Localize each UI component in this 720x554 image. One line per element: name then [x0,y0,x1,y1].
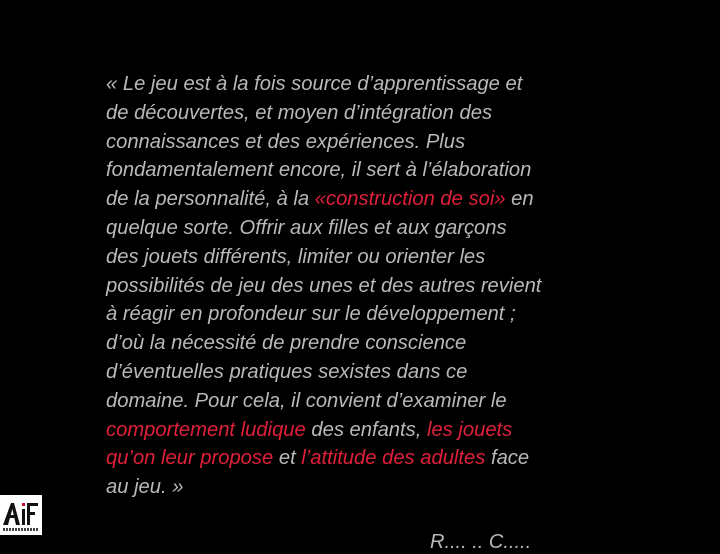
quote-line [106,329,706,358]
quote-segment: fondamentalement encore, il sert à l’élaboration [106,159,532,182]
highlighted-text: les jouets [426,418,513,441]
quote-segment: des jouets différents, limiter ou orienter les [106,245,486,268]
quote-line [106,473,706,502]
quote-line [106,300,706,329]
quote-line [106,243,706,272]
quote-segment: possibilités de jeu des unes et des autres revient [106,274,542,297]
quote-line [106,358,706,387]
quote-segment: d’où la nécessité de prendre conscience [106,332,467,355]
quote-segment: au jeu. » [106,476,184,499]
quote-line [106,272,706,301]
quote-segment: connaissances et des expériences. Plus [106,130,466,153]
quote-segment: « Le jeu est à la fois source d’apprentissage et [106,73,523,95]
highlighted-text: qu’on leur propose [106,447,274,470]
quote-segment: de découvertes, et moyen d’intégration des [106,101,493,124]
highlighted-text: comportement ludique [106,418,306,441]
logo-caption [3,528,39,531]
quote-segment: de la personnalité, à la [106,188,315,211]
logo-icon [0,495,42,535]
highlighted-text: «construction de soi» [314,188,506,211]
quote-segment: à réagir en profondeur sur le développement ; [106,303,516,326]
quote-segment: d’éventuelles pratiques sexistes dans ce [106,360,468,383]
quote-line [106,214,706,243]
author-name: R.... .. C..... [430,531,532,553]
highlighted-text: l’attitude des adultes [301,447,486,470]
quote-line [106,128,706,157]
quote-segment: face [485,447,530,470]
quote-segment: domaine. Pour cela, il convient d’examiner le [106,389,507,412]
quote-line [106,387,706,416]
quote-line [106,70,706,99]
quote-line [106,185,706,214]
quote-line [106,444,706,473]
quote-line [106,156,706,185]
quote-segment: des enfants, [305,418,427,441]
quote-segment: en [505,188,534,211]
quote-text [106,70,706,502]
quote-line [106,416,706,445]
quote-segment: et [273,447,302,470]
quote-segment: quelque sorte. Offrir aux filles et aux garçons [106,216,507,239]
quote-line [106,99,706,128]
